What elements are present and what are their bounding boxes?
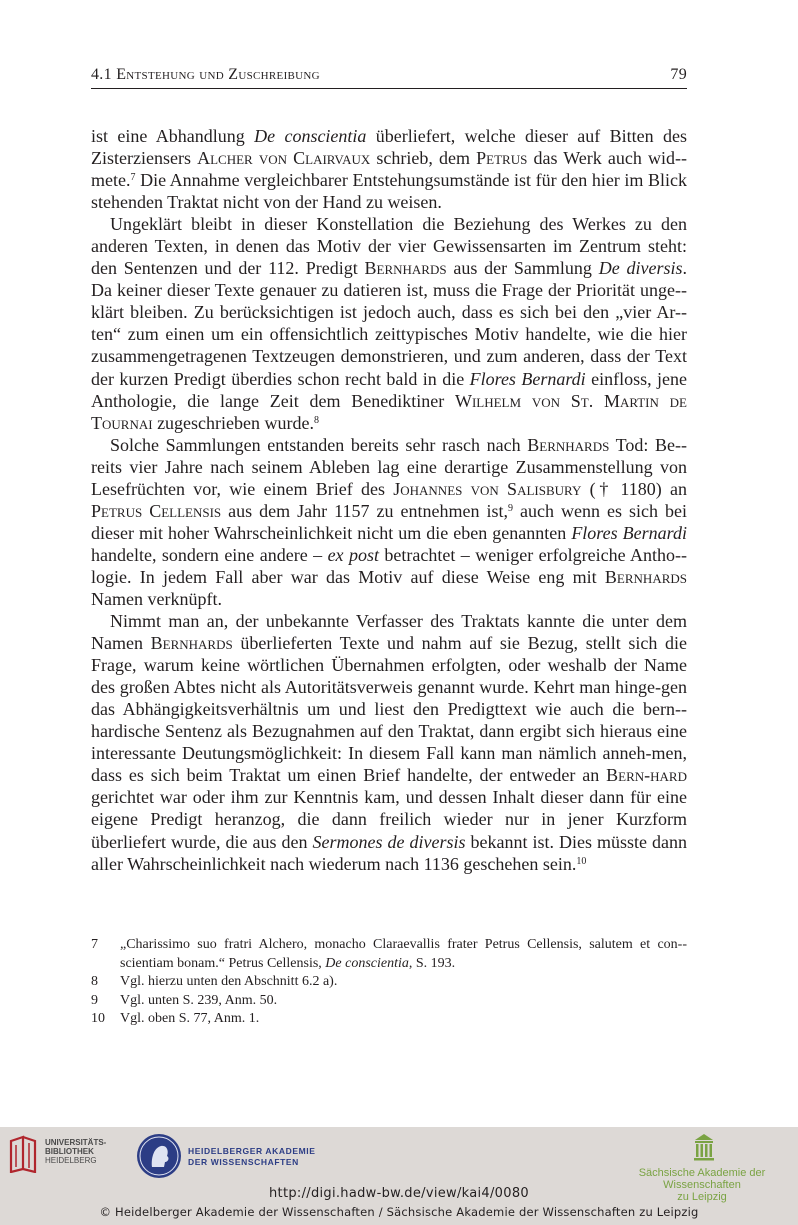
paragraph-1: ist eine Abhandlung De conscientia überliefert, welche dieser auf Bitten des Zisterziensers Alcher von Clairvaux schrieb, dem Petrus das Werk auch wid-mete.$^7$ Die Annahme vergleichbarer Entstehungsumstände ist für den hier im Blick stehenden Traktat nicht von der Hand zu weisen.	[91, 126, 688, 213]
paragraph-2: Ungeklärt bleibt in dieser Konstellation die Beziehung des Werkes zu den anderen Texten, in denen das Motiv der vier Gewissensarten im Zentrum steht: den Sentenzen und der 112. Predigt Bernhards aus der Sammlung De diversis. Da keiner dieser Texte genauer zu datieren ist, muss die Frage der Priorität unge-klärt bleiben. Zu berücksichtigen ist jedoch auch, dass es sich bei den „vier Ar-ten“ zum einen um ein offensichtlich zeittypisches Motiv handelte, wie die hier zusammengetragenen Textzeugen demonstrieren, und zum anderen, dass der Text der kurzen Predigt überdies schon recht bald in die Flores Bernardi einfloss, jene Anthologie, die lange Zeit dem Benediktiner Wilhelm von St. Martin de Tournai zugeschrieben wurde.$^8$	[91, 214, 687, 433]
footnote-ref-8[interactable]: 8	[314, 414, 319, 426]
footnote: 7 „Charissimo suo fratri Alchero, monacho Claraevallis frater Petrus Cellensis, salutem et con-scientiam bonam.“ Petrus Cellensis, De conscientia, S. 193.	[91, 937, 687, 971]
page-number: 79	[670, 66, 687, 83]
footnote: 9 Vgl. unten S. 239, Anm. 50.	[91, 992, 278, 1008]
footnote: 10 Vgl. oben S. 77, Anm. 1.	[91, 1011, 260, 1026]
body-text	[91, 125, 687, 875]
footnote-ref-10[interactable]: 10	[576, 855, 587, 867]
ub-heidelberg-logo[interactable]: UNIVERSITÄTS- BIBLIOTHEK HEIDELBERG	[9, 1135, 124, 1175]
header-rule	[91, 88, 687, 89]
footnote-ref-7[interactable]: 7	[130, 172, 136, 184]
footnote-ref-9[interactable]: 9	[507, 502, 513, 514]
copyright-notice: © Heidelberger Akademie der Wissenschaften / Sächsische Akademie der Wissenschaften zu Leipzig	[99, 1205, 699, 1219]
footnote: 8 Vgl. hierzu unten den Abschnitt 6.2 a).	[91, 974, 338, 989]
medal-portrait-icon	[137, 1134, 181, 1178]
section-title: 4.1 Entstehung und Zuschreibung	[91, 66, 320, 83]
book-icon	[9, 1135, 39, 1173]
paragraph-4: Nimmt man an, der unbekannte Verfasser des Traktats kannte die unter dem Namen Bernhards überlieferten Texte und nahm auf sie Bezug, stellt sich die Frage, warum keine wörtlichen Übernahmen erfolgten, oder weshalb der Name des großen Abtes nicht als Autoritätsverweis genannt wurde. Kehrt man hinge-gen das Abhängigkeitsverhältnis um und liest den Predigttext wie auch die bern-hardische Sentenz als Bezugnahmen auf den Traktat, dann ergibt sich hieraus eine interessante Deutungsmöglichkeit: In diesem Fall kann man nämlich anneh-men, dass es sich beim Traktat um einen Brief handelte, der entweder an Bern-hard gerichtet war oder ihm zur Kenntnis kam, und dessen Inhalt dieser dann für eine eigene Predigt heranzog, die dann freilich wieder nur in jener Kurzform überliefert wurde, die aus den Sermones de diversis bekannt ist. Dies müsste dann aller Wahrscheinlichkeit nach wiederum nach 1136 geschehen sein.$^{10}$	[91, 611, 687, 874]
saw-leipzig-logo[interactable]: Sächsische Akademie der Wissenschaften zu Leipzig	[612, 1133, 792, 1193]
building-icon	[692, 1133, 716, 1161]
hadw-logo[interactable]: HEIDELBERGER AKADEMIE DER WISSENSCHAFTEN	[137, 1134, 357, 1184]
paragraph-3: Solche Sammlungen entstanden bereits sehr rasch nach Bernhards Tod: Be-reits vier Jahre nach seinem Ableben lag eine derartige Zusammenstellung von Lesefrüchten vor, wie einem Brief des Johannes von Salisbury († 1180) an Petrus Cellensis aus dem Jahr 1157 zu entnehmen ist,$^9$ auch wenn es sich bei dieser mit hoher Wahrscheinlichkeit nicht um die eben genannten Flores Bernardi handelte, sondern eine andere – ex post betrachtet – weniger erfolgreiche Antho-logie. In jedem Fall aber war das Motiv auf diese Weise eng mit Bernhards Namen verknüpft.	[91, 434, 688, 609]
permalink-url[interactable]: http://digi.hadw-bw.de/view/kai4/0080	[269, 1186, 529, 1201]
footnotes	[91, 936, 687, 1029]
